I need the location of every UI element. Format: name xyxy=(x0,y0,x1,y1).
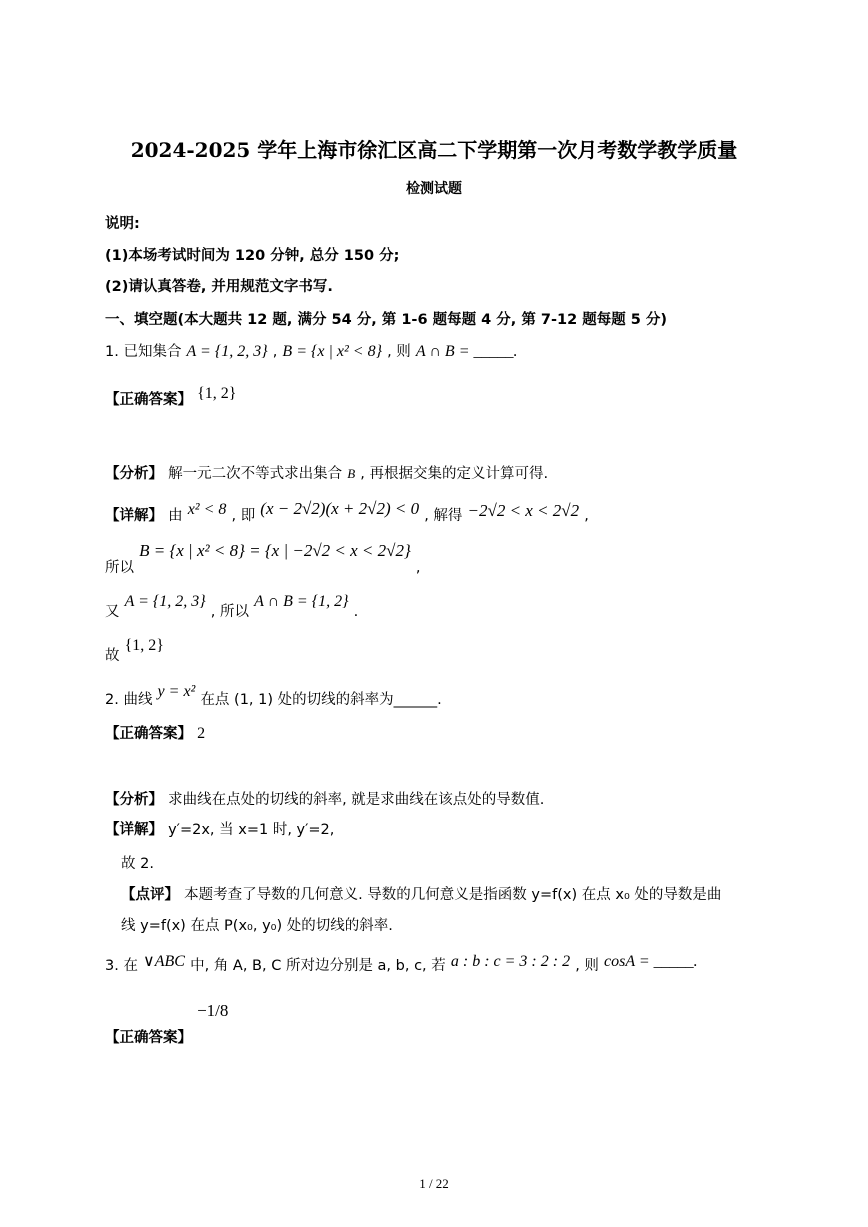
q1-gu: 故 xyxy=(105,648,120,664)
q1-detail-ineq: x² < 8 xyxy=(187,501,227,518)
q1-analysis-var: B xyxy=(347,466,356,481)
q1-period: . xyxy=(353,604,359,620)
q1-detail-end: , xyxy=(584,508,589,524)
question-2 xyxy=(105,680,442,708)
q1-detail-line-1 xyxy=(105,499,589,525)
question-1 xyxy=(105,340,518,361)
notes-label: 说明: xyxy=(105,216,140,232)
q1-set-b: B = {x | x² < 8} xyxy=(282,343,382,360)
q1-prefix: 1. 已知集合 xyxy=(105,344,182,360)
q1-suoyi-2: , 所以 xyxy=(210,604,249,620)
q1-detail-range: −2√2 < x < 2√2 xyxy=(467,501,580,520)
q1-set-b-full: B = {x | x² < 8} = {x | −2√2 < x < 2√2} xyxy=(139,541,411,560)
page-number: 1 / 22 xyxy=(419,1176,449,1191)
q2-comment-line-1 xyxy=(121,883,721,904)
q1-set-a: A = {1, 2, 3} xyxy=(186,343,268,360)
q1-analysis xyxy=(105,462,548,483)
note-item-1: (1)本场考试时间为 120 分钟, 总分 150 分; xyxy=(105,248,400,264)
q3-prefix: 3. 在 xyxy=(105,958,138,974)
q1-analysis-text-a: 解一元二次不等式求出集合 xyxy=(168,466,343,482)
q1-set-a-2: A = {1, 2, 3} xyxy=(124,593,206,610)
q1-intersection: A ∩ B = {1, 2} xyxy=(254,593,349,610)
page-title: 2024-2025 学年上海市徐汇区高二下学期第一次月考数学教学质量 xyxy=(130,138,738,162)
comment-label: 【点评】 xyxy=(121,887,179,903)
q2-curve: y = x² xyxy=(157,683,196,700)
page-subtitle: 检测试题 xyxy=(406,181,462,197)
q1-ask: A ∩ B = _____. xyxy=(415,343,518,360)
q3-answer: −1/8 xyxy=(197,1001,229,1020)
q1-then: , 则 xyxy=(387,344,411,360)
detail-label: 【详解】 xyxy=(105,822,163,838)
q1-detail-factor: (x − 2√2)(x + 2√2) < 0 xyxy=(260,499,420,518)
q2-answer: 2 xyxy=(197,725,206,742)
q2-detail-text: y′=2x, 当 x=1 时, y′=2, xyxy=(168,822,335,838)
q2-analysis-text: 求曲线在点处的切线的斜率, 就是求曲线在该点处的导数值. xyxy=(168,792,545,808)
q3-answer-line xyxy=(105,1000,229,1046)
q1-analysis-text-b: , 再根据交集的定义计算可得. xyxy=(360,466,549,482)
q2-conclusion: 故 2. xyxy=(121,856,154,872)
q3-triangle: ∨ABC xyxy=(143,953,185,970)
q1-detail-line-2 xyxy=(105,540,421,576)
section-heading: 一、填空题(本大题共 12 题, 满分 54 分, 第 1-6 题每题 4 分, 第 7-12 题每题 5 分) xyxy=(105,312,668,328)
q2-answer-line xyxy=(105,722,205,743)
answer-label: 【正确答案】 xyxy=(105,1030,192,1046)
q2-detail xyxy=(105,818,334,839)
q3-text-2: , 则 xyxy=(575,958,599,974)
q2-comment-text-1: 本题考查了导数的几何意义. 导数的几何意义是指函数 y=f(x) 在点 x₀ 处的导数是曲 xyxy=(184,887,722,903)
answer-label: 【正确答案】 xyxy=(105,392,192,408)
q2-prefix: 2. 曲线 xyxy=(105,692,153,708)
q1-detail-by: 由 xyxy=(168,508,183,524)
q1-suoyi: 所以 xyxy=(105,560,134,576)
q1-you: 又 xyxy=(105,604,120,620)
q1-comma: , xyxy=(272,344,278,360)
q3-ask: cosA = _____. xyxy=(604,953,698,970)
q1-set-b-end: , xyxy=(415,560,421,576)
q1-detail-ji: , 即 xyxy=(231,508,256,524)
q1-conclusion xyxy=(105,634,164,664)
q2-rest: 在点 (1, 1) 处的切线的斜率为______. xyxy=(200,692,442,708)
q3-text-1: 中, 角 A, B, C 所对边分别是 a, b, c, 若 xyxy=(190,958,446,974)
q3-ratio: a : b : c = 3 : 2 : 2 xyxy=(450,953,571,970)
analysis-label: 【分析】 xyxy=(105,792,163,808)
q1-answer: {1, 2} xyxy=(197,385,237,402)
q2-comment-line-2: 线 y=f(x) 在点 P(x₀, y₀) 处的切线的斜率. xyxy=(121,918,393,934)
q1-detail-line-3 xyxy=(105,590,359,620)
answer-label: 【正确答案】 xyxy=(105,726,192,742)
q2-analysis xyxy=(105,788,544,809)
analysis-label: 【分析】 xyxy=(105,466,163,482)
note-item-2: (2)请认真答卷, 并用规范文字书写. xyxy=(105,279,333,295)
q1-detail-jiede: , 解得 xyxy=(424,508,463,524)
q1-gu-answer: {1, 2} xyxy=(124,637,164,654)
question-3 xyxy=(105,950,698,974)
detail-label: 【详解】 xyxy=(105,508,163,524)
q1-answer-line xyxy=(105,385,237,409)
